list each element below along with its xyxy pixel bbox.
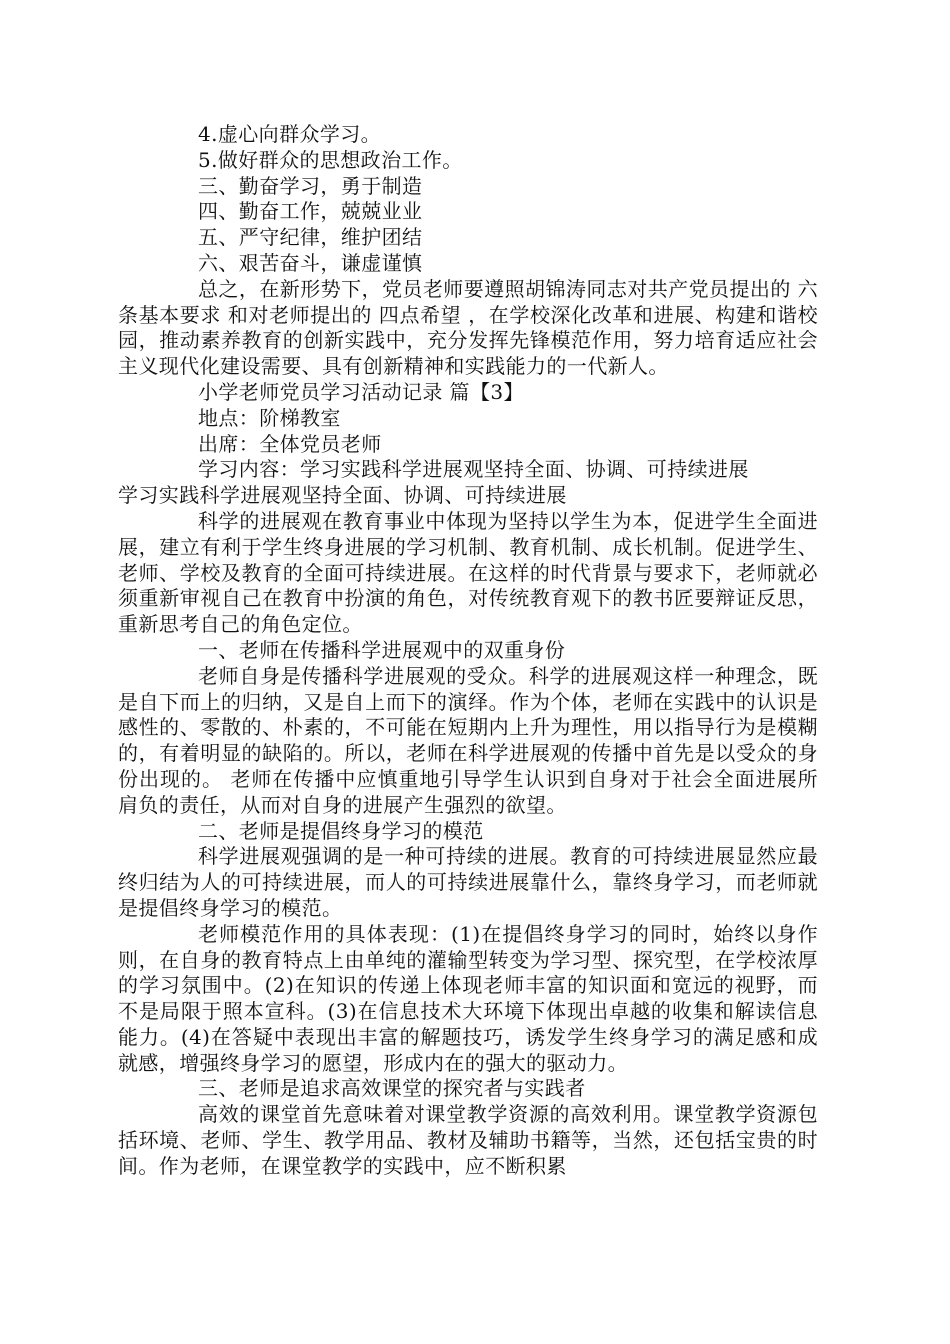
section-heading: 三、勤奋学习，勇于制造: [198, 173, 423, 198]
list-item: 5.做好群众的思想政治工作。: [198, 147, 463, 172]
section-heading: 五、严守纪律，维护团结: [198, 225, 423, 250]
record-location: 地点：阶梯教室: [198, 405, 341, 430]
body-paragraph: 老师自身是传播科学进展观的受众。科学的进展观这样一种理念，既是自下而上的归纳，又是自上而下的演绎。作为个体，老师在实践中的认识是感性的、零散的、朴素的，不可能在短期内上升为理性，用以指导行为是模糊的，有着明显的缺陷的。所以，老师在科学进展观的传播中首先是以受众的身份出现的。 老师在传播中应慎重地引导学生认识到自身对于社会全面进展所肩负的责任，从而对自身的进展产生强烈的欲望。: [118, 663, 818, 817]
body-paragraph: 科学的进展观在教育事业中体现为坚持以学生为本，促进学生全面进展，建立有利于学生终身进展的学习机制、教育机制、成长机制。促进学生、老师、学校及教育的全面可持续进展。在这样的时代背景与要求下，老师就必须重新审视自己在教育中扮演的角色，对传统教育观下的教书匠要辩证反思，重新思考自己的角色定位。: [118, 508, 818, 637]
record-attendees: 出席：全体党员老师: [198, 431, 382, 456]
list-item: 4.虚心向群众学习。: [198, 122, 382, 146]
body-paragraph: 总之，在新形势下，党员老师要遵照胡锦涛同志对共产党员提出的 六条基本要求 和对老师提出的 四点希望 ，在学校深化改革和进展、构建和谐校园，推动素养教育的创新实践中，充分发挥先锋模范作用，努力培育适应社会主义现代化建设需要、具有创新精神和实践能力的一代新人。: [118, 276, 818, 379]
body-paragraph: 科学进展观强调的是一种可持续的进展。教育的可持续进展显然应最终归结为人的可持续进展，而人的可持续进展靠什么，靠终身学习，而老师就是提倡终身学习的模范。: [118, 844, 818, 920]
section-heading: 三、老师是追求高效课堂的探究者与实践者: [198, 1076, 586, 1101]
section-heading: 六、艰苦奋斗，谦虚谨慎: [198, 250, 423, 275]
record-subtitle: 学习实践科学进展观坚持全面、协调、可持续进展: [118, 483, 567, 508]
record-content: 学习内容：学习实践科学进展观坚持全面、协调、可持续进展: [198, 457, 749, 482]
section-heading: 一、老师在传播科学进展观中的双重身份: [198, 637, 566, 662]
body-paragraph: 老师模范作用的具体表现：(1)在提倡终身学习的同时，始终以身作则，在自身的教育特点上由单纯的灌输型转变为学习型、探究型，在学校浓厚的学习氛围中。(2)在知识的传递上体现老师丰富的知识面和宽远的视野，而不是局限于照本宣科。(3)在信息技术大环境下体现出卓越的收集和解读信息能力。(4)在答疑中表现出丰富的解题技巧，诱发学生终身学习的满足感和成就感，增强终身学习的愿望，形成内在的强大的驱动力。: [118, 921, 818, 1075]
section-heading: 四、勤奋工作，兢兢业业: [198, 199, 423, 224]
section-heading: 二、老师是提倡终身学习的模范: [198, 818, 484, 843]
record-title: 小学老师党员学习活动记录 篇【3】: [198, 379, 524, 404]
document-body: [118, 122, 818, 1180]
body-paragraph: 高效的课堂首先意味着对课堂教学资源的高效利用。课堂教学资源包括环境、老师、学生、教学用品、教材及辅助书籍等，当然，还包括宝贵的时间。作为老师，在课堂教学的实践中，应不断积累: [118, 1102, 818, 1178]
